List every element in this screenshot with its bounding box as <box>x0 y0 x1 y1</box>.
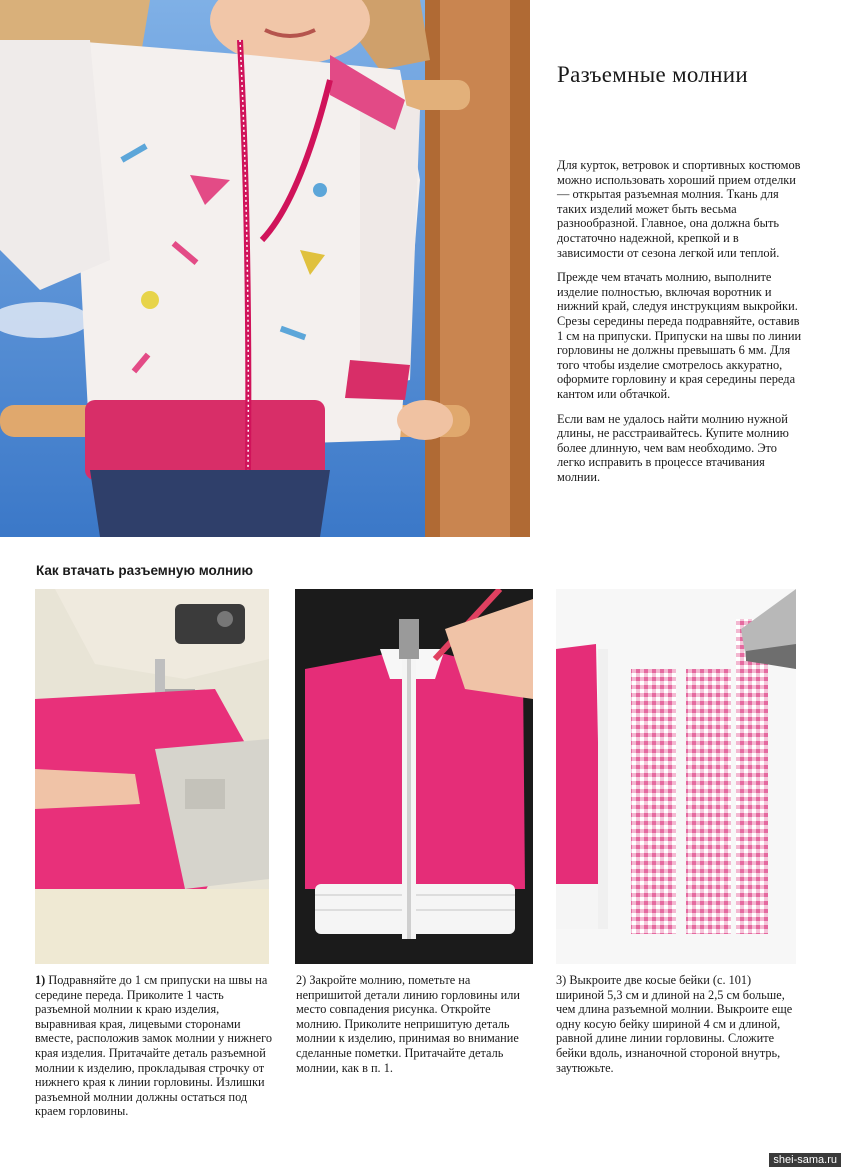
step-number: 1) <box>35 973 46 987</box>
intro-paragraph: Для курток, ветровок и спортивных костюмов можно использовать хороший прием отделки — открытая разъемная молния. Ткань для таких изделий может быть весьма разнообразной. Главное, она должна быть достаточно надежной, крепкой и в зависимости от сезона легкой или теплой. <box>557 158 801 260</box>
step-1-caption <box>35 973 273 1119</box>
intro-text <box>557 158 807 494</box>
step-2-photo-vest-with-zipper <box>295 589 533 964</box>
step-text: Закройте молнию, пометьте на непришитой детали линию горловины или место совпадения рисунка. Откройте молнию. Приколите непришитую деталь молнии к изделию, принимая во внимание сделанные пометки. Притачайте деталь молнии, как в п. 1. <box>296 973 520 1075</box>
step-text: Подравняйте до 1 см припуски на швы на середине переда. Приколите 1 часть разъемной молнии к краю изделия, выравнивая края, лицевыми сторонами вместе, расположив замок молнии у нижнего края изделия. Притачайте деталь разъемной молнии к изделию, прокладывая строчку от нижнего края к линии горловины. Излишки разъемной молнии должны остаться под краем горловины. <box>35 973 272 1119</box>
step-3-photo-bias-strips-and-iron <box>556 589 796 964</box>
intro-paragraph: Прежде чем втачать молнию, выполните изделие полностью, включая воротник и нижний край, следуя инструкциям выкройки. Срезы середины переда подравняйте, оставив 1 см на припуски. Припуски на швы по линии горловины не должны превышать 6 мм. Для того чтобы изделие смотрелось аккуратно, оформите горловину и края середины переда кантом или обтачкой. <box>557 270 802 401</box>
step-number: 3) <box>556 973 567 987</box>
hero-photo-child-in-zip-jacket <box>0 0 530 537</box>
article-title: Разъемные молнии <box>557 62 749 87</box>
step-2-caption <box>296 973 534 1075</box>
intro-paragraph: Если вам не удалось найти молнию нужной длины, не расстраивайтесь. Купите молнию более длинную, чем вам необходимо. Это легко исправить в процессе втачивания молнии. <box>557 411 789 484</box>
section-heading: Как втачать разъемную молнию <box>36 563 254 578</box>
step-number: 2) <box>296 973 307 987</box>
site-watermark: shei-sama.ru <box>769 1153 841 1167</box>
step-3-caption <box>556 973 796 1075</box>
step-1-photo-sewing-machine <box>35 589 269 964</box>
step-text: Выкроите две косые бейки (с. 101) шириной 5,3 см и длиной на 2,5 см больше, чем длина разъемной молнии. Выкроите еще одну косую бейку шириной 4 см и длиной, равной длине линии горловины. Сложите бейки вдоль, изнаночной стороной внутрь, заутюжьте. <box>556 973 793 1075</box>
